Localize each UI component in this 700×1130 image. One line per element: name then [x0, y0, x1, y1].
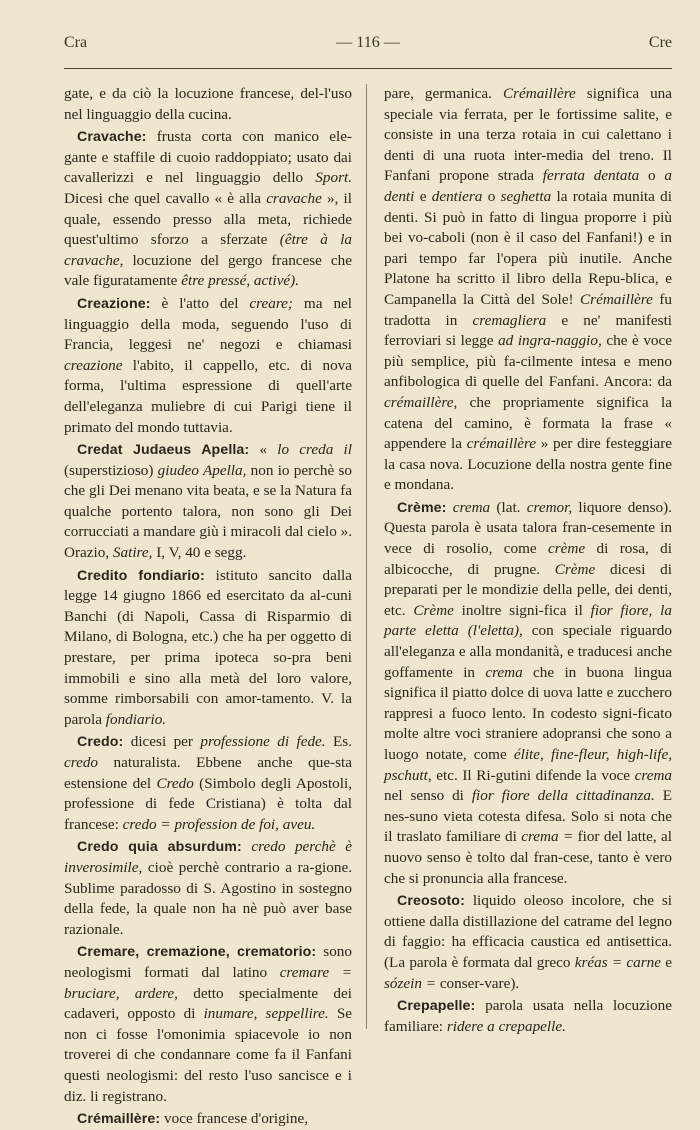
- italic-text: ferrata dentata: [542, 167, 640, 185]
- body-text: l'abito, il cappello, etc. di nova forma, l'ultima espressione di quell'arte dell'eleganza muliebre di cui Parigi tiene il primato del mondo tuttavia.: [64, 356, 352, 436]
- italic-text: cravache: [266, 189, 322, 207]
- italic-text: crema: [452, 498, 491, 516]
- body-text: (superstizioso): [64, 461, 158, 479]
- italic-text: fondiario.: [105, 710, 167, 728]
- italic-text: sózein =: [384, 974, 440, 992]
- body-text: dicesi di preparati per le mondizie della pelle, dei denti, etc.: [384, 560, 672, 619]
- italic-text: Satire,: [112, 544, 153, 562]
- left-column: [64, 84, 352, 1130]
- italic-text: cremare = bruciare, ardere,: [64, 963, 352, 1002]
- body-text: dicesi per: [123, 733, 201, 751]
- entry-continuation: [384, 84, 672, 496]
- italic-text: Crème: [554, 560, 596, 578]
- body-text: «: [249, 441, 278, 459]
- body-text: fior del latte, al nuovo senso è tolto dal fran-cese, tanto è vero che si pronuncia alla francese.: [384, 828, 673, 887]
- dictionary-entry: [384, 498, 672, 889]
- italic-text: Sport.: [315, 169, 352, 187]
- body-text: che in buona lingua significa il piatto dolce di uova latte e zucchero rappresi a fuoco lento. In codesto signi-ficato molte altre voci straniere adopransi che sono a luogo notate, come: [384, 663, 672, 763]
- italic-text: credo: [64, 754, 99, 771]
- body-text: liquore denso). Questa parola è usata talora fran-cesemente in vece di rosolio, come: [384, 498, 672, 558]
- italic-text: Credo: [156, 774, 194, 792]
- italic-text: a denti: [384, 167, 672, 205]
- italic-text: creare;: [249, 294, 293, 312]
- body-text: non io perchè so che gli Dei menano vita beata, e se la Natura fa qualche portento talora, non sono gli Dei corrucciati a mandare giù i miracoli dal cielo ». Orazio,: [64, 461, 353, 562]
- body-text: e: [661, 953, 672, 971]
- dictionary-entry: [64, 440, 352, 564]
- body-text: e ne' manifesti ferroviari si legge: [384, 311, 673, 350]
- body-text: (lat.: [490, 498, 527, 516]
- body-text: frusta corta con manico ele-gante e staffile di cuoio raddoppiato; usato dai cavallerizzi e nel linguaggio dello: [64, 128, 352, 187]
- italic-text: Crémaillère: [502, 85, 576, 102]
- body-text: di rosa, di albicocche, di prugne.: [384, 540, 672, 578]
- body-text: cioè perchè contrario a ra-gione. Sublime paradosso di S. Agostino in sostegno della fede, la quale non ha nè può aver base razionale.: [64, 858, 352, 938]
- italic-text: fior fiore, la parte eletta (l'eletta),: [384, 601, 672, 640]
- body-text: (Simbolo degli Apostoli, professione di fede Cristiana) è tolta dal francese:: [64, 774, 352, 833]
- italic-text: dentiera: [431, 187, 483, 205]
- body-text: che è voce più semplice, più fa-cilmente intesa e meno anfibologica di quelle del Fanfani. Ancora: da: [384, 332, 672, 391]
- dictionary-entry: [64, 732, 352, 835]
- italic-text: cremagliera: [472, 311, 547, 329]
- italic-text: crème: [548, 540, 586, 558]
- italic-text: crémaillère,: [384, 393, 458, 411]
- italic-text: creazione: [64, 356, 123, 374]
- body-text: ma nel linguaggio della moda, seguendo l'uso di Francia, leggesi ne' negozi e chiamasi: [64, 294, 352, 354]
- italic-text: ridere a crepapelle.: [446, 1017, 566, 1035]
- body-text: fu tradotta in: [384, 290, 673, 329]
- dictionary-entry: [384, 996, 672, 1037]
- body-text: con speciale riguardo all'eleganza e alla mondanità, e traducesi anche goffamente in: [384, 622, 672, 681]
- body-text: è l'atto del: [150, 294, 250, 312]
- italic-text: seghetta: [500, 187, 552, 205]
- body-text: [242, 838, 252, 855]
- italic-text: ad ingra-naggio,: [498, 332, 602, 350]
- body-text: voce francese d'origine,: [160, 1110, 309, 1128]
- entry-headword: Credo quia absurdum:: [77, 839, 242, 856]
- dictionary-entry: [64, 942, 352, 1107]
- entry-headword: Credat Judaeus Apella:: [77, 442, 250, 459]
- italic-text: fior fiore della cittadinanza.: [471, 787, 655, 805]
- body-text: significa una speciale via ferrata, per le fortissime salite, e consiste in una terza rotaia in cui calettano i denti di una ruota inter-media del treno. Il Fanfani propone strada: [384, 85, 672, 185]
- body-text: che propriamente significa la catena del camino, è formata la frase « appendere la: [384, 393, 672, 453]
- header-right-guide-word: Cre: [648, 34, 672, 51]
- dictionary-entry: [64, 294, 352, 438]
- italic-text: credo perchè è inverosimile,: [64, 838, 352, 876]
- italic-text: être pressé, activé).: [181, 272, 300, 290]
- body-text: gate, e da ciò la locuzione francese, del-l'uso nel linguaggio della cucina.: [64, 85, 352, 123]
- italic-text: crema: [634, 766, 672, 784]
- body-text: naturalista. Ebbene anche que-sta estensione del: [64, 754, 352, 792]
- dictionary-entry: [384, 891, 672, 994]
- body-text: », il quale, essendo presso alla meta, richiede quest'ultimo sforzo a sferzate: [64, 189, 352, 249]
- italic-text: Crème: [413, 601, 454, 619]
- header-rule: [64, 68, 672, 69]
- italic-text: giudeo Apella,: [157, 461, 247, 479]
- entry-continuation: [64, 84, 352, 125]
- entry-headword: Creazione:: [77, 295, 151, 312]
- italic-text: Crémaillère: [580, 290, 653, 308]
- body-text: o: [639, 167, 665, 185]
- dictionary-entry: [64, 566, 352, 731]
- dictionary-entry: [64, 837, 352, 940]
- page-number: — 116 —: [336, 34, 400, 51]
- body-text: etc. Il Ri-gutini difende la voce: [431, 766, 635, 784]
- body-text: parola usata nella locuzione familiare:: [384, 997, 672, 1035]
- italic-text: crema: [485, 663, 523, 681]
- body-text: nel senso di: [384, 787, 472, 805]
- body-text: liquido oleoso incolore, che si ottiene dalla distillazione del catrame del legno di faggio: ha efficacia caustica ed antisettica. (La parola è formata dal greco: [384, 892, 672, 971]
- body-text: I, V, 40 e segg.: [152, 544, 247, 562]
- entry-headword: Crème:: [397, 499, 447, 516]
- body-text: la rotaia munita di denti. Si può in fatto di lingua proporre i più bei vo-caboli (non è il caso del Fanfani!) e in pari tempo far l'opera più inutile. Anche Platone ha scritto il libro della Repu-blica, e Campanella la Città del Sole!: [384, 187, 672, 308]
- body-text: e: [414, 187, 432, 205]
- body-text: inoltre signi-fica il: [453, 601, 591, 619]
- body-text: pare, germanica.: [384, 85, 503, 102]
- right-column: [384, 84, 672, 1037]
- entry-headword: Cravache:: [77, 129, 147, 146]
- italic-text: kréas = carne: [574, 953, 661, 971]
- body-text: detto specialmente dei cadaveri, opposto di: [64, 984, 352, 1023]
- italic-text: inumare, seppellire.: [203, 1005, 329, 1023]
- body-text: » per dire festeggiare la casa nova. Locuzione della nostra gente fine e mondana.: [384, 435, 673, 494]
- entry-headword: Crepapelle:: [397, 998, 476, 1015]
- entry-headword: Credo:: [77, 734, 124, 751]
- body-text: locuzione del gergo francese che vale figuratamente: [64, 251, 352, 290]
- body-text: Es.: [325, 733, 352, 751]
- body-text: E nes-suno vieta cotesta difesa. Solo si nota che il traslato familiare di: [384, 787, 673, 846]
- running-header: [64, 34, 672, 56]
- italic-text: cremor,: [526, 498, 573, 516]
- column-divider: [366, 84, 367, 1029]
- entry-headword: Creosoto:: [397, 893, 465, 910]
- header-left-guide-word: Cra: [64, 34, 88, 51]
- dictionary-entry: [64, 127, 352, 292]
- italic-text: crema =: [521, 828, 578, 846]
- entry-headword: Credito fondiario:: [77, 567, 205, 584]
- italic-text: (être à la cravache,: [64, 231, 353, 269]
- italic-text: professione di fede.: [200, 733, 326, 751]
- entry-headword: Cremare, cremazione, crematorio:: [77, 944, 317, 961]
- italic-text: credo = profession de foi, aveu.: [122, 815, 316, 833]
- body-text: conser-vare).: [439, 974, 520, 992]
- entry-headword: Crémaillère:: [77, 1111, 161, 1128]
- body-text: Se non ci fosse l'omonimia spiacevole io non troverei di che condannare come fa il Fanfani questi neologismi: del resto l'uso sancisce e i diz. li registrano.: [64, 1005, 353, 1105]
- italic-text: élite, fine-fleur, high-life, pschutt,: [384, 746, 672, 784]
- italic-text: lo creda il: [277, 441, 352, 459]
- body-text: sono neologismi formati dal latino: [64, 943, 352, 981]
- body-text: o: [482, 187, 501, 205]
- body-text: Dicesi che quel cavallo « è alla: [64, 189, 267, 207]
- dictionary-entry: [64, 1109, 352, 1130]
- body-text: istituto sancito dalla legge 14 giugno 1866 ed esercitato da al-cuni Banchi (di Napoli, Cassa di Risparmio di Milano, di Bologna, etc.) che ha per oggetto di prestare, per prima ipoteca so-pra beni immobili e sino alla metà del loro valore, somme rimborsabili con amor-tamento. V. la parola: [64, 566, 352, 728]
- italic-text: crémaillère: [466, 435, 537, 453]
